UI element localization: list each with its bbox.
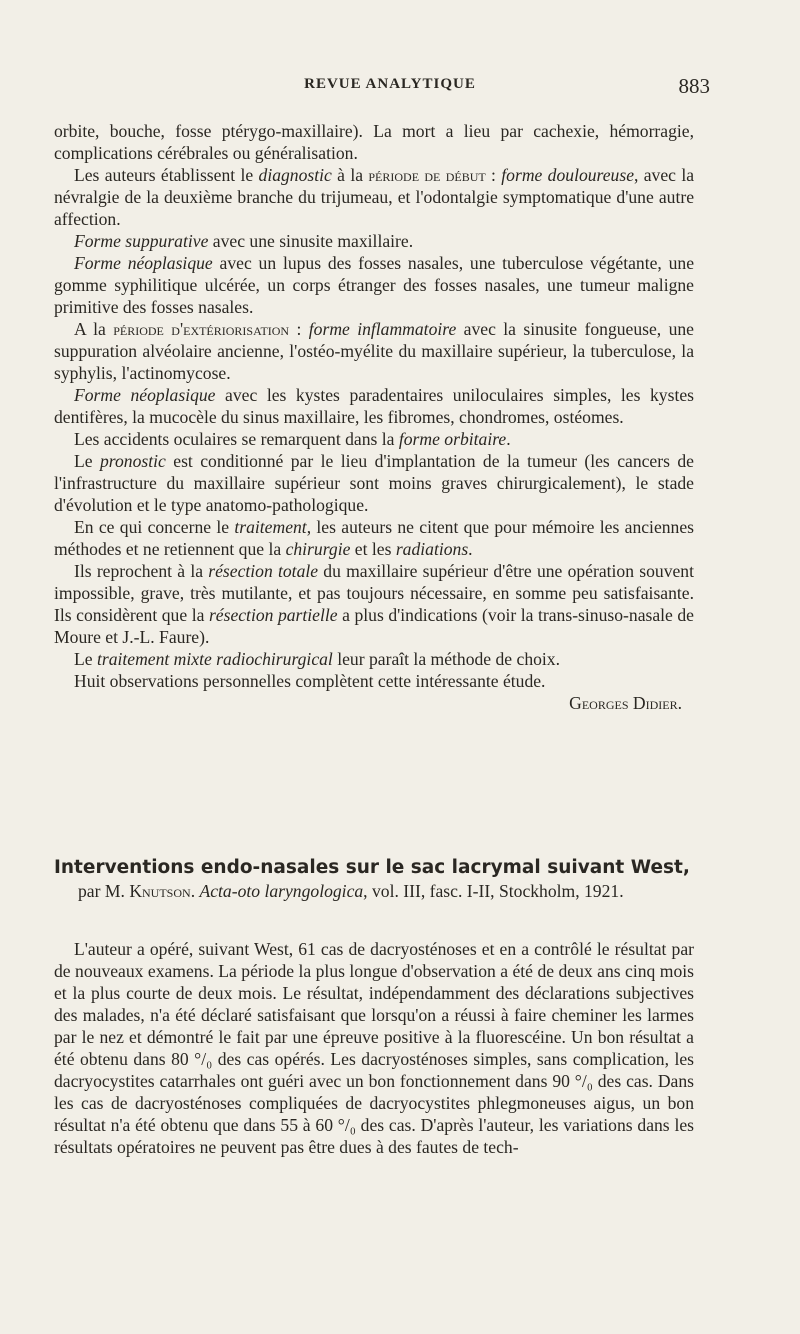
review-2-heading bbox=[54, 856, 694, 902]
paragraph-7: Les accidents oculaires se remarquent dans la forme orbitaire. bbox=[74, 429, 511, 449]
paragraph-12: Huit observations personnelles complètent cette intéressante étude. bbox=[74, 671, 546, 691]
review-signature: Georges Didier. bbox=[569, 693, 682, 713]
paragraph-6: Forme néoplasique avec les kystes paradentaires uniloculaires simples, les kystes dentifères, la mucocèle du sinus maxillaire, les fibromes, chondromes, ostéomes. bbox=[54, 385, 694, 427]
paragraph-11: Le traitement mixte radiochirurgical leur paraît la méthode de choix. bbox=[74, 649, 560, 669]
paragraph-2: Les auteurs établissent le diagnostic à la période de début : forme douloureuse, avec la névralgie de la deuxième branche du trijumeau, et l'odontalgie symptomatique d'une autre affection. bbox=[54, 165, 695, 229]
article-title: Interventions endo-nasales sur le sac lacrymal suivant West, bbox=[54, 857, 690, 878]
article-paragraph: L'auteur a opéré, suivant West, 61 cas de dacryosténoses et en a contrôlé le résultat par de nouveaux examens. La période la plus longue d'observation a été de deux ans cinq mois et la plus courte de deux mois. Le résultat, indépendamment des déclarations subjectives des malades, n'a été déclaré satisfaisant que lorsqu'on a réussi à faire cheminer les larmes par le nez et démontré le fait par une épreuve positive à la fluorescéine. Un bon résultat a été obtenu dans 80 °/₀ des cas opérés. Les dacryosténoses simples, sans complication, les dacryocystites catarrhales ont guéri avec un bon fonctionnement dans 90 °/₀ des cas. Dans les cas de dacryosténoses compliquées de dacryocystites phlegmoneuses aigus, un bon résultat n'a été obtenu que dans 55 à 60 °/₀ des cas. D'après l'auteur, les variations dans les résultats opératoires ne peuvent pas être dues à des fautes de tech- bbox=[54, 939, 694, 1157]
page-number: 883 bbox=[678, 74, 710, 98]
paragraph-9: En ce qui concerne le traitement, les auteurs ne citent que pour mémoire les anciennes méthodes et ne retiennent que la chirurgie et les radiations. bbox=[54, 517, 694, 559]
review-2-body bbox=[54, 938, 694, 1158]
paragraph-8: Le pronostic est conditionné par le lieu d'implantation de la tumeur (les cancers de l'infrastructure du maxillaire supérieur sont moins graves chirurgicalement), le stade d'évolution et le type anatomo-pathologique. bbox=[54, 451, 694, 515]
paragraph-5: A la période d'extériorisation : forme inflammatoire avec la sinusite fongueuse, une suppuration alvéolaire ancienne, l'ostéo-myélite du maxillaire supérieur, la tuberculose, la syphylis, l'actinomycose. bbox=[54, 319, 694, 383]
review-1-text bbox=[54, 120, 694, 714]
paragraph-3: Forme suppurative avec une sinusite maxillaire. bbox=[74, 231, 414, 251]
running-header bbox=[70, 76, 710, 106]
header-title: REVUE ANALYTIQUE bbox=[304, 76, 476, 92]
paragraph-10: Ils reprochent à la résection totale du maxillaire supérieur d'être une opération souvent impossible, grave, très mutilante, et pas toujours nécessaire, en somme peu satisfaisante. Ils considèrent que la résection partielle a plus d'indications (voir la trans-sinuso-nasale de Moure et J.-L. Faure). bbox=[54, 561, 694, 647]
paragraph-4: Forme néoplasique avec un lupus des fosses nasales, une tuberculose végétante, une gomme syphilitique ulcérée, un corps étranger des fosses nasales, une tumeur maligne primitive des fosses nasales. bbox=[54, 253, 695, 317]
paragraph-1: orbite, bouche, fosse ptérygo-maxillaire). La mort a lieu par cachexie, hémorragie, complications cérébrales ou généralisation. bbox=[54, 121, 694, 163]
article-byline: par M. Knutson. Acta-oto laryngologica, vol. III, fasc. I-II, Stockholm, 1921. bbox=[78, 881, 624, 901]
